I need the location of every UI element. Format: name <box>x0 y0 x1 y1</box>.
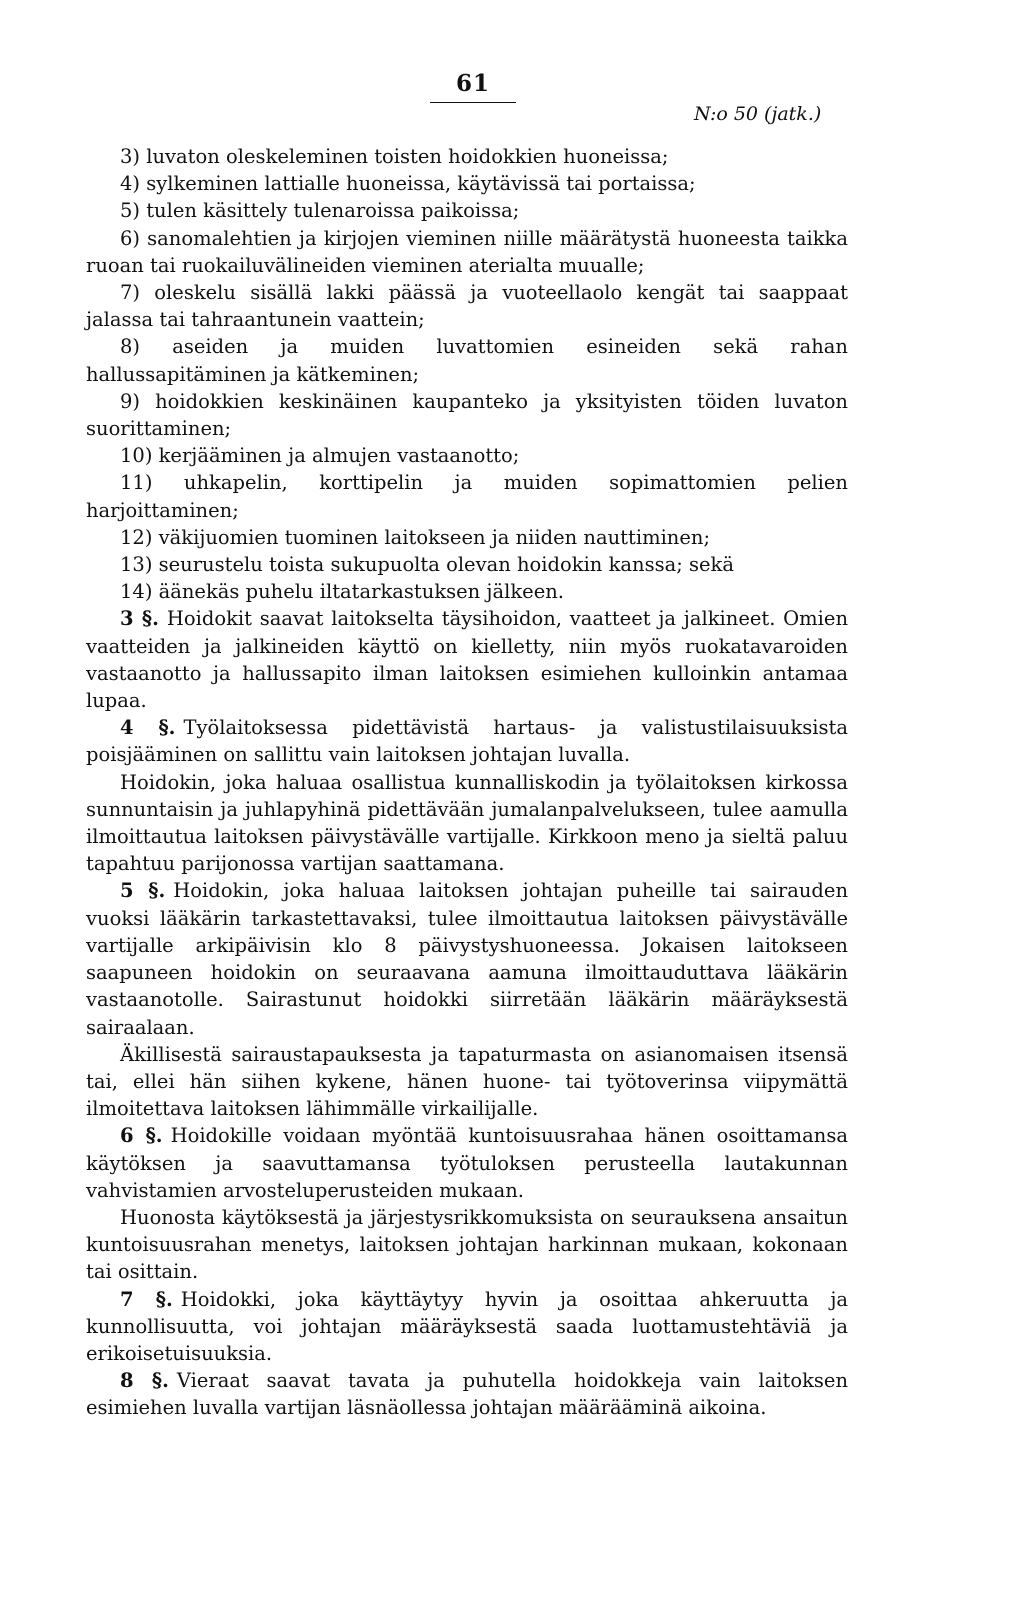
header-rule <box>430 102 516 103</box>
paragraph-text: Hoidokin, joka haluaa laitoksen johtajan puheille tai sairauden vuoksi lääkärin tarkastettavaksi, tulee ilmoittautua laitoksen päivystävälle vartijalle arkipäivisin klo 8 päivystyshuoneessa. Jokaisen laitokseen saapuneen hoidokin on seuraavana aamuna ilmoittauduttava lääkärin vastaanotolle. Sairastunut hoidokki siirretään lääkärin määräyksestä sairaalaan. <box>86 879 848 1039</box>
page-number: 61 <box>455 70 490 97</box>
paragraph-text: 13) seurustelu toista sukupuolta olevan hoidokin kanssa; sekä <box>120 553 734 577</box>
paragraph <box>86 1204 848 1286</box>
paragraph-text: Vieraat saavat tavata ja puhutella hoidokkeja vain laitoksen esimiehen luvalla vartijan läsnäollessa johtajan määrääminä aikoina. <box>86 1369 849 1420</box>
section-number: 5 §. <box>120 879 166 903</box>
paragraph-text: 14) äänekäs puhelu iltatarkastuksen jälkeen. <box>120 580 564 604</box>
section-number: 7 §. <box>120 1287 173 1311</box>
list-item <box>86 333 848 387</box>
list-item <box>86 388 848 442</box>
document-reference: N:o 50 (jatk.) <box>694 103 822 125</box>
paragraph <box>86 1041 848 1123</box>
list-item <box>86 469 848 523</box>
paragraph-text: Huonosta käytöksestä ja järjestysrikkomuksista on seurauksena ansaitun kuntoisuusrahan menetys, laitoksen johtajan harkinnan mukaan, kokonaan tai osittain. <box>86 1205 848 1284</box>
section-number: 3 §. <box>120 607 159 631</box>
paragraph-text: Työlaitoksessa pidettävistä hartaus- ja valistustilaisuuksista poisjääminen on sallittu vain laitoksen johtajan luvalla. <box>86 716 848 767</box>
section-paragraph <box>86 1286 848 1368</box>
paragraph-text: Äkillisestä sairaustapauksesta ja tapaturmasta on asianomaisen itsensä tai, ellei hän siihen kykene, hänen huone- tai työtoverinsa viipymättä ilmoitettava laitoksen lähimmälle virkailijalle. <box>86 1042 848 1121</box>
paragraph-text: 10) kerjääminen ja almujen vastaanotto; <box>120 444 520 468</box>
section-paragraph <box>86 877 848 1040</box>
body-text <box>86 143 848 1422</box>
section-paragraph <box>86 1122 848 1204</box>
section-number: 8 §. <box>120 1369 169 1393</box>
paragraph-text: 12) väkijuomien tuominen laitokseen ja niiden nauttiminen; <box>120 525 711 549</box>
paragraph-text: Hoidokit saavat laitokselta täysihoidon, vaatteet ja jalkineet. Omien vaatteiden ja jalkineiden käyttö on kielletty, niin myös ruokatavaroiden vastaanotto ja hallussapito ilman laitoksen esimiehen kulloinkin antamaa lupaa. <box>86 607 848 713</box>
section-paragraph <box>86 1367 848 1421</box>
list-item <box>86 225 848 279</box>
list-item <box>86 279 848 333</box>
paragraph-text: Hoidokin, joka haluaa osallistua kunnalliskodin ja työlaitoksen kirkossa sunnuntaisin ja juhlapyhinä pidettävään jumalanpalvelukseen, tulee aamulla ilmoittautua laitoksen päivystävälle vartijalle. Kirkkoon meno ja sieltä paluu tapahtuu parijonossa vartijan saattamana. <box>86 770 848 876</box>
list-item <box>86 197 848 224</box>
paragraph-text: Hoidokki, joka käyttäytyy hyvin ja osoittaa ahkeruutta ja kunnollisuutta, voi johtajan määräyksestä saada luottamustehtäviä ja erikoisetuisuuksia. <box>86 1287 849 1365</box>
list-item <box>86 578 848 605</box>
list-item <box>86 551 848 578</box>
section-paragraph <box>86 605 848 714</box>
list-item <box>86 143 848 170</box>
list-item <box>86 442 848 469</box>
paragraph-text: 3) luvaton oleskeleminen toisten hoidokkien huoneissa; <box>120 145 669 168</box>
paragraph <box>86 769 848 878</box>
list-item <box>86 524 848 551</box>
paragraph-text: 6) sanomalehtien ja kirjojen vieminen niille määrätystä huoneesta taikka ruoan tai ruokailuvälineiden vieminen aterialta muualle; <box>86 226 848 277</box>
paragraph-text: 11) uhkapelin, korttipelin ja muiden sopimattomien pelien harjoittaminen; <box>86 471 848 522</box>
paragraph-text: 9) hoidokkien keskinäinen kaupanteko ja yksityisten töiden luvaton suorittaminen; <box>86 389 848 441</box>
section-number: 6 §. <box>120 1124 163 1148</box>
paragraph-text: 5) tulen käsittely tulenaroissa paikoissa; <box>120 199 520 223</box>
paragraph-text: 4) sylkeminen lattialle huoneissa, käytävissä tai portaissa; <box>120 172 696 196</box>
list-item <box>86 170 848 197</box>
section-paragraph <box>86 714 848 768</box>
section-number: 4 §. <box>120 716 176 740</box>
paragraph-text: 7) oleskelu sisällä lakki päässä ja vuoteellaolo kengät tai saappaat jalassa tai tahraantunein vaattein; <box>86 281 848 332</box>
paragraph-text: 8) aseiden ja muiden luvattomien esineiden sekä rahan hallussapitäminen ja kätkeminen; <box>86 335 848 386</box>
paragraph-text: Hoidokille voidaan myöntää kuntoisuusrahaa hänen osoittamansa käytöksen ja saavuttamansa työtuloksen perusteella lautakunnan vahvistamien arvosteluperusteiden mukaan. <box>86 1124 848 1202</box>
